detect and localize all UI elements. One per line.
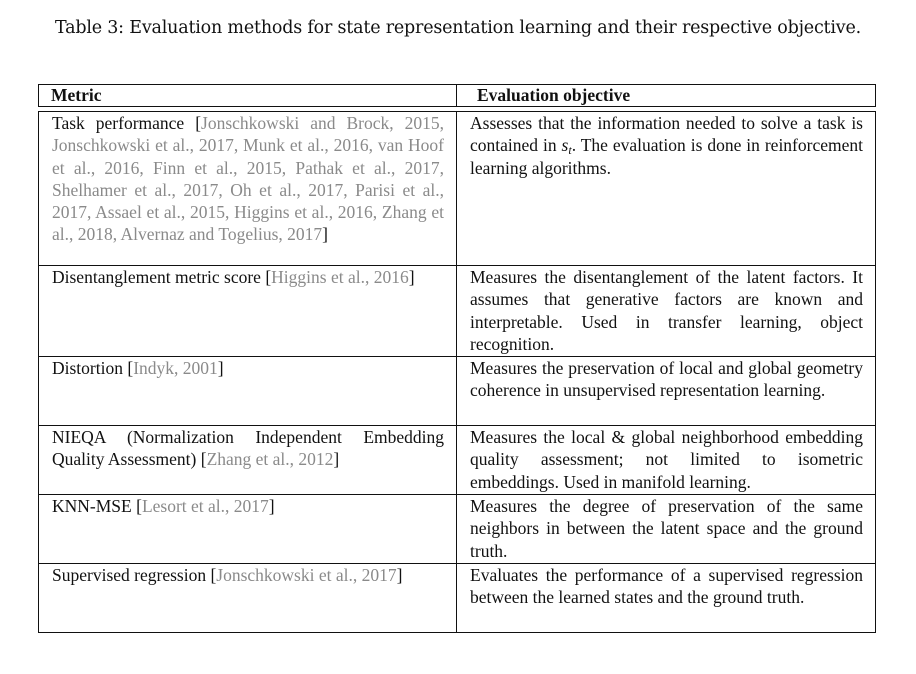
objective-cell	[457, 426, 875, 494]
table-caption: Table 3: Evaluation methods for state representation learning and their respective objective.	[54, 18, 861, 38]
citation[interactable]: Lesort et al., 2017	[141, 496, 269, 516]
table-row	[39, 357, 875, 426]
metric-cell: KNN-MSE [Lesort et al., 2017]	[39, 495, 457, 563]
metric-name: Supervised regression	[52, 565, 207, 585]
table-header	[38, 84, 876, 107]
table-row	[39, 426, 875, 495]
objective-cell	[457, 112, 875, 265]
state-symbol: $s_t$	[561, 135, 572, 158]
citation[interactable]: Indyk, 2001	[133, 358, 218, 378]
objective-cell	[457, 266, 875, 356]
metric-name: KNN-MSE	[52, 496, 132, 516]
metric-name: Distortion	[52, 358, 123, 378]
objective-cell	[457, 495, 875, 563]
objective-text: Measures the preservation of local and global geometry coherence in unsupervised representation learning.	[470, 358, 863, 401]
table-row	[39, 495, 875, 564]
metric-name: Disentanglement metric score	[52, 267, 261, 287]
citation[interactable]: Higgins et al., 2016	[271, 267, 409, 287]
header-metric: Metric	[39, 85, 457, 106]
objective-text: Measures the degree of preservation of the same neighbors in between the latent space and the ground truth.	[470, 496, 863, 561]
metric-cell: Supervised regression [Jonschkowski et al., 2017]	[39, 564, 457, 632]
metric-cell: Task performance [Jonschkowski and Brock, 2015, Jonschkowski et al., 2017, Munk et al., 2016, van Hoof et al., 2016, Finn et al., 2015, Pathak et al., 2017, Shelhamer et al., 2017, Oh et al., 2017, Parisi et al., 2017, Assael et al., 2015, Higgins et al., 2016, Zhang et al., 2018, Alvernaz and Togelius, 2017]	[39, 112, 457, 265]
citation[interactable]: Zhang et al., 2012	[206, 449, 334, 470]
table-row	[39, 564, 875, 632]
metric-cell: NIEQA (Normalization Independent Embedding Quality Assessment) [Zhang et al., 2012]	[39, 426, 457, 494]
citation[interactable]: Jonschkowski et al., 2017	[216, 565, 397, 585]
objective-cell	[457, 357, 875, 425]
objective-cell	[457, 564, 875, 632]
objective-text: Evaluates the performance of a supervised regression between the learned states and the ground truth.	[470, 565, 863, 608]
metric-name: NIEQA (Normalization Independent Embedding Quality Assessment)	[52, 427, 444, 470]
citation[interactable]: Jonschkowski and Brock, 2015, Jonschkowski et al., 2017, Munk et al., 2016, van Hoof et al., 2016, Finn et al., 2015, Pathak et al., 2017, Shelhamer et al., 2017, Oh et al., 2017, Parisi et al., 2017, Assael et al., 2015, Higgins et al., 2016, Zhang et al., 2018, Alvernaz and Togelius, 2017	[52, 113, 445, 245]
objective-text: Measures the disentanglement of the latent factors. It assumes that generative factors are known and interpretable. Used in transfer learning, object recognition.	[470, 267, 863, 354]
table-body	[38, 111, 876, 633]
evaluation-table	[38, 84, 876, 633]
header-objective: Evaluation objective	[477, 85, 631, 105]
table-row	[39, 266, 875, 357]
objective-text-continued: . The evaluation is done in reinforcement learning algorithms.	[470, 135, 863, 178]
metric-cell: Distortion [Indyk, 2001]	[39, 357, 457, 425]
objective-text: Assesses that the information needed to solve a task is contained in	[470, 113, 863, 156]
table-row	[39, 112, 875, 266]
metric-cell: Disentanglement metric score [Higgins et al., 2016]	[39, 266, 457, 356]
metric-name: Task performance	[52, 113, 185, 133]
objective-text: Measures the local & global neighborhood embedding quality assessment; not limited to isometric embeddings. Used in manifold learning.	[470, 427, 863, 492]
